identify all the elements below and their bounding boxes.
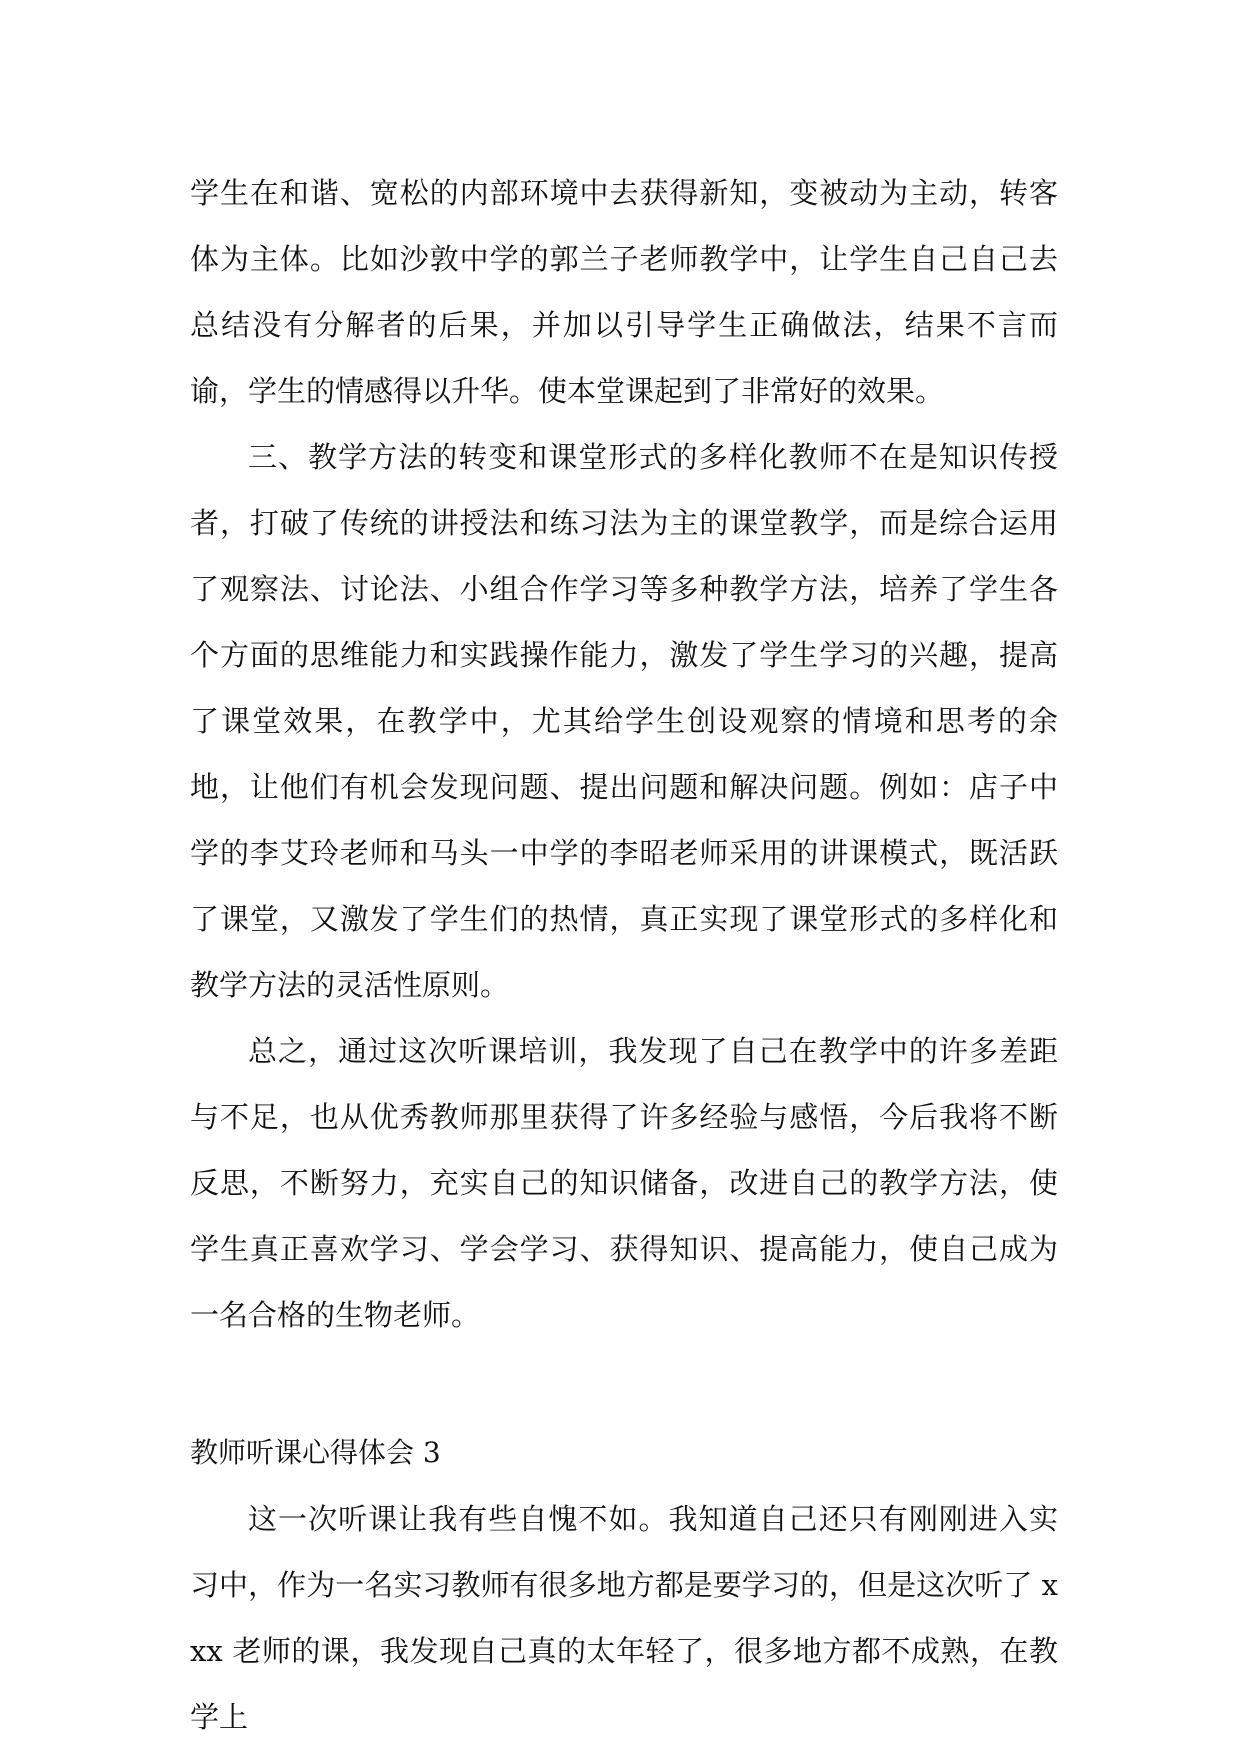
paragraph-conclusion: 总之，通过这次听课培训，我发现了自己在教学中的许多差距与不足，也从优秀教师那里获得了许多经验与感悟，今后我将不断反思，不断努力，充实自己的知识储备，改进自己的教学方法，使学生真正喜欢学习、学会学习、获得知识、提高能力，使自己成为一名合格的生物老师。 — [190, 1034, 1058, 1332]
section-heading: 教师听课心得体会 3 — [190, 1436, 441, 1469]
paragraph-teaching-methods: 三、教学方法的转变和课堂形式的多样化教师不在是知识传授者，打破了传统的讲授法和练习法为主的课堂教学，而是综合运用了观察法、讨论法、小组合作学习等多种教学方法，培养了学生各个方面的思维能力和实践操作能力，激发了学生学习的兴趣，提高了课堂效果，在教学中，尤其给学生创设观察的情境和思考的余地，让他们有机会发现问题、提出问题和解决问题。例如：店子中学的李艾玲老师和马头一中学的李昭老师采用的讲课模式，既活跃了课堂，又激发了学生们的热情，真正实现了课堂形式的多样化和教学方法的灵活性原则。 — [190, 440, 1058, 1002]
document-body — [190, 160, 1058, 1750]
paragraph-section-intro: 这一次听课让我有些自愧不如。我知道自己还只有刚刚进入实习中，作为一名实习教师有很多地方都是要学习的，但是这次听了 xxx 老师的课，我发现自己真的太年轻了，很多地方都不成熟，在教学上 — [190, 1502, 1058, 1734]
paragraph-student-environment: 学生在和谐、宽松的内部环境中去获得新知，变被动为主动，转客体为主体。比如沙敦中学的郭兰子老师教学中，让学生自己自己去总结没有分解者的后果，并加以引导学生正确做法，结果不言而谕，学生的情感得以升华。使本堂课起到了非常好的效果。 — [190, 176, 1058, 408]
